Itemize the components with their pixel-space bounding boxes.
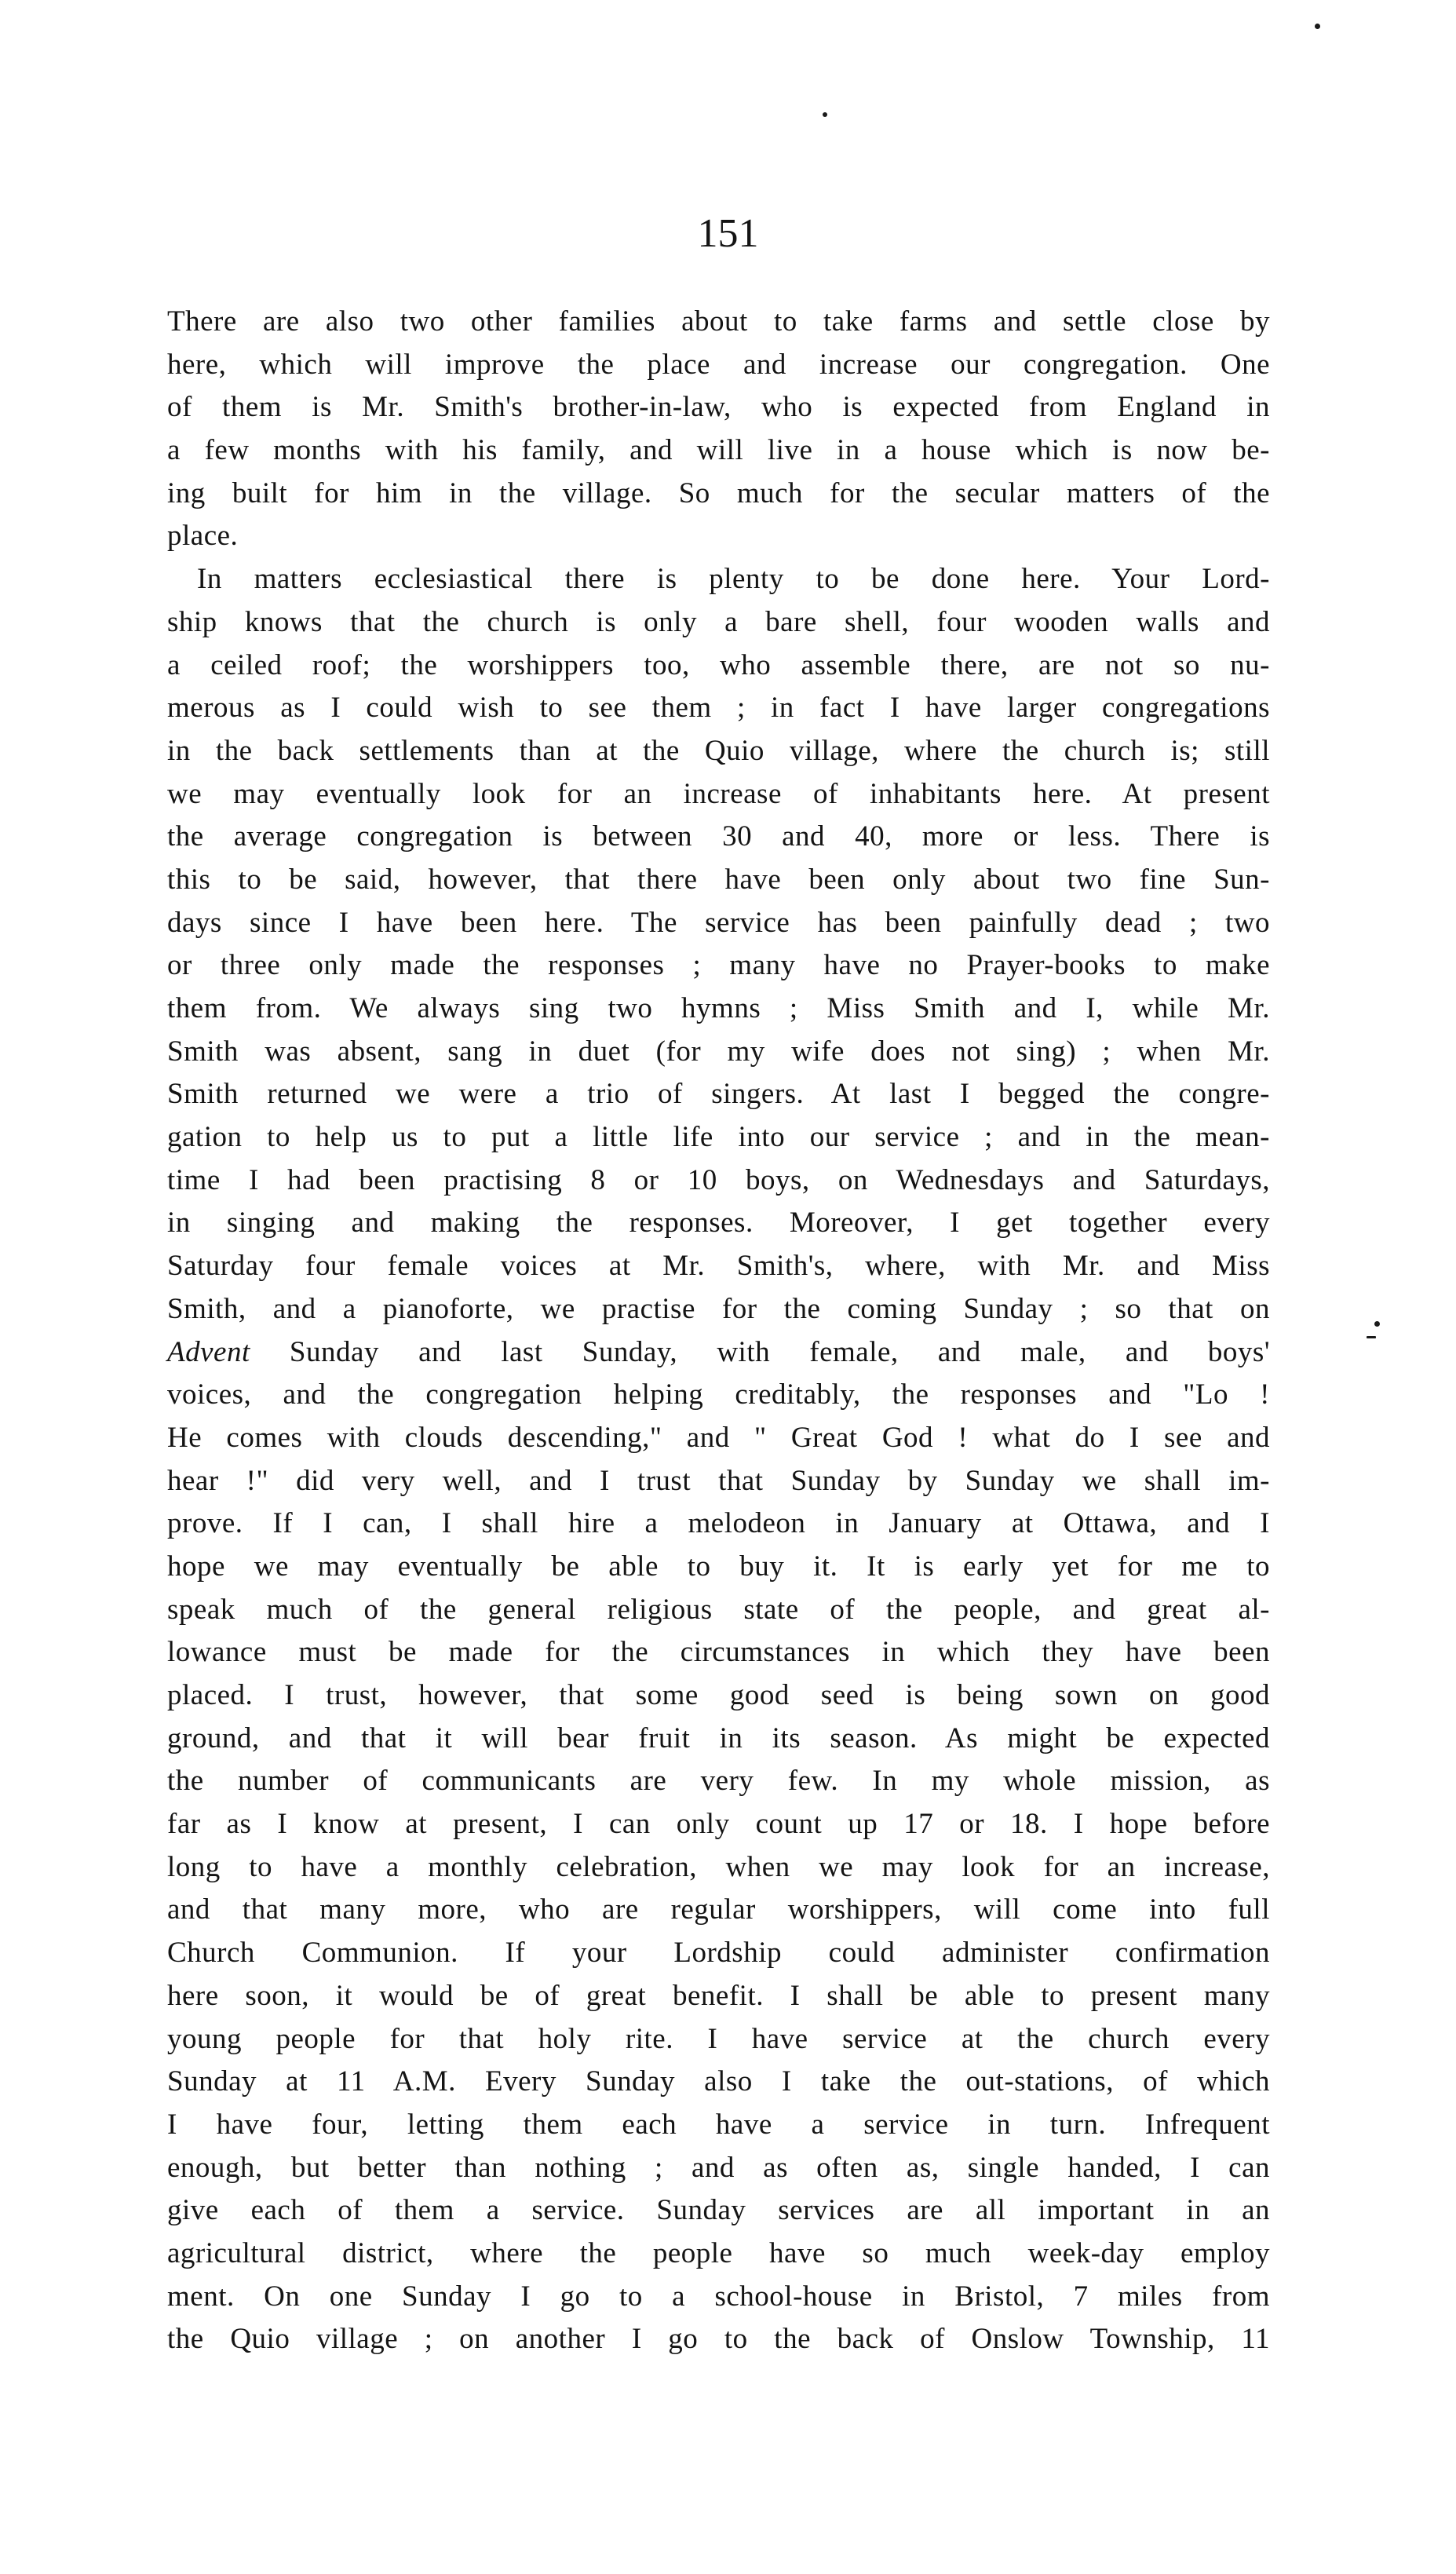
text-line: a few months with his family, and will live in a house which is now be- [167,434,1270,467]
text-line: hope we may eventually be able to buy it. It is early yet for me to [167,1550,1270,1583]
text-line: Smith, and a pianoforte, we practise for the coming Sunday ; so that on [167,1292,1270,1325]
italic-word: Advent [167,1335,250,1368]
text-line: the average congregation is between 30 and 40, more or less. There is [167,820,1270,853]
text-line: ment. On one Sunday I go to a school-house in Bristol, 7 miles from [167,2280,1270,2313]
text-line: Sunday at 11 A.M. Every Sunday also I take the out-stations, of which [167,2065,1270,2098]
text-line: of them is Mr. Smith's brother-in-law, who is expected from England in [167,391,1270,424]
text-line: give each of them a service. Sunday services are all important in an [167,2194,1270,2227]
text-line: young people for that holy rite. I have service at the church every [167,2022,1270,2055]
text-line: There are also two other families about to take farms and settle close by [167,305,1270,338]
text-line: a ceiled roof; the worshippers too, who assemble there, are not so nu- [167,648,1270,681]
text-line: or three only made the responses ; many have no Prayer-books to make [167,949,1270,982]
text-line: long to have a monthly celebration, when we may look for an increase, [167,1850,1270,1883]
text-line: Saturday four female voices at Mr. Smith's, where, with Mr. and Miss [167,1250,1270,1283]
text-line: enough, but better than nothing ; and as often as, single handed, I can [167,2151,1270,2184]
text-line: the Quio village ; on another I go to the back of Onslow Township, 11 [167,2323,1270,2356]
text-line: ship knows that the church is only a bare shell, four wooden walls and [167,605,1270,638]
text-line: speak much of the general religious state of the people, and great al- [167,1593,1270,1626]
text-line: He comes with clouds descending," and " Great God ! what do I see and [167,1421,1270,1454]
text-line: here, which will improve the place and increase our congregation. One [167,348,1270,381]
page-number: 151 [697,211,759,256]
text-line-italic-start: Advent Sunday and last Sunday, with female, and male, and boys' [167,1335,1270,1368]
speck-mark [1315,24,1320,29]
text-line: ing built for him in the village. So much for the secular matters of the [167,476,1270,509]
text-line: merous as I could wish to see them ; in fact I have larger congregations [167,692,1270,725]
text-line: here soon, it would be of great benefit. I shall be able to present many [167,1979,1270,2012]
text-line: placed. I trust, however, that some good seed is being sown on good [167,1679,1270,1711]
text-line: lowance must be made for the circumstances in which they have been [167,1636,1270,1669]
text-line: In matters ecclesiastical there is plenty to be done here. Your Lord- [197,563,1270,596]
text-line: place. [167,520,239,553]
text-line: time I had been practising 8 or 10 boys, on Wednesdays and Saturdays, [167,1163,1270,1196]
text-line: this to be said, however, that there have been only about two fine Sun- [167,863,1270,896]
body-text [167,301,1270,2361]
text-line: hear !" did very well, and I trust that Sunday by Sunday we shall im- [167,1464,1270,1497]
text-line: Church Communion. If your Lordship could administer confirmation [167,1937,1270,1970]
speck-mark [1367,1336,1376,1338]
text-line: voices, and the congregation helping creditably, the responses and "Lo ! [167,1378,1270,1411]
text-line: ground, and that it will bear fruit in its season. As might be expected [167,1721,1270,1754]
text-line: them from. We always sing two hymns ; Miss Smith and I, while Mr. [167,992,1270,1024]
text-line: days since I have been here. The service has been painfully dead ; two [167,906,1270,939]
text-line: in the back settlements than at the Quio village, where the church is; still [167,734,1270,767]
text-line: Smith returned we were a trio of singers. At last I begged the congre- [167,1078,1270,1111]
text-line: the number of communicants are very few. In my whole mission, as [167,1765,1270,1798]
text-line: far as I know at present, I can only count up 17 or 18. I hope before [167,1808,1270,1841]
speck-mark [823,112,827,117]
text-line: Smith was absent, sang in duet (for my wife does not sing) ; when Mr. [167,1035,1270,1068]
text-line: I have four, letting them each have a service in turn. Infrequent [167,2108,1270,2141]
text-line: agricultural district, where the people have so much week-day employ [167,2236,1270,2269]
speck-mark [1374,1321,1380,1327]
text-line: in singing and making the responses. Moreover, I get together every [167,1207,1270,1240]
text-line: we may eventually look for an increase of inhabitants here. At present [167,777,1270,810]
text-line: gation to help us to put a little life into our service ; and in the mean- [167,1121,1270,1154]
text-line: and that many more, who are regular worshippers, will come into full [167,1893,1270,1926]
text-line: prove. If I can, I shall hire a melodeon in January at Ottawa, and I [167,1507,1270,1540]
